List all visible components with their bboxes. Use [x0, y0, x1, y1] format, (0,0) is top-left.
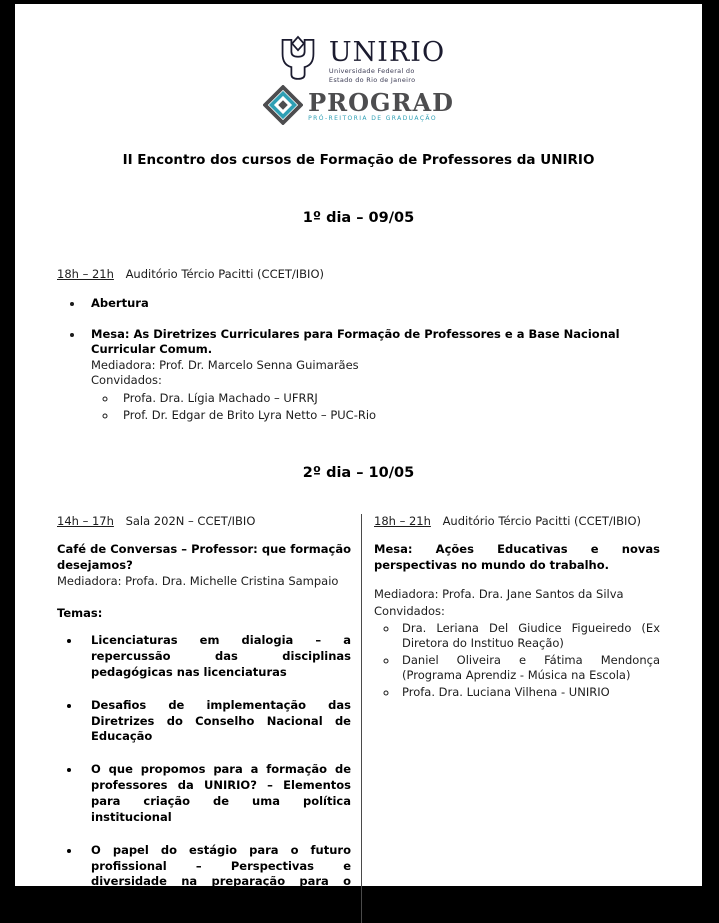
- guest-item: ◦ Profa. Dra. Lígia Machado – UFRRJ: [117, 391, 660, 407]
- agenda-item-mesa: [84, 327, 660, 424]
- guest-item: ◦ Dra. Leriana Del Giudice Figueiredo (Ex Diretora do Instituo Reação): [398, 621, 660, 651]
- page-title: II Encontro dos cursos de Formação de Professores da UNIRIO: [57, 151, 660, 169]
- guest-item: ◦ Daniel Oliveira e Fátima Mendonça (Programa Aprendiz - Música na Escola): [398, 653, 660, 683]
- day2-left-column: [57, 514, 362, 923]
- unirio-subtitle-line1: Universidade Federal do: [329, 67, 445, 75]
- right-mediator-line: Mediadora: Profa. Dra. Jane Santos da Silva: [374, 587, 660, 603]
- day1-agenda-list: [57, 296, 660, 424]
- right-guests-label: Convidados:: [374, 604, 660, 620]
- guests-label: Convidados:: [91, 373, 660, 389]
- day2-heading: 2º dia – 10/05: [57, 464, 660, 484]
- unirio-logo: [272, 34, 445, 89]
- prograd-name: PROGRAD: [308, 91, 454, 115]
- right-guest-list: [374, 621, 660, 700]
- prograd-wordmark: [308, 91, 454, 122]
- unirio-name: UNIRIO: [329, 39, 445, 66]
- left-mediator-line: Mediadora: Profa. Dra. Michelle Cristina Sampaio: [57, 574, 351, 590]
- day1-session-time: 18h – 21h: [57, 267, 114, 281]
- right-session-location: Auditório Tércio Pacitti (CCET/IBIO): [443, 514, 641, 528]
- prograd-diamond-icon: [263, 85, 303, 130]
- prograd-logo: [263, 85, 454, 130]
- unirio-symbol-icon: [272, 34, 324, 89]
- right-session-title: Mesa: Ações Educativas e novas perspectivas no mundo do trabalho.: [374, 542, 660, 573]
- day2-columns: [57, 514, 660, 923]
- themes-list: [57, 633, 351, 906]
- themes-label: Temas:: [57, 606, 351, 622]
- right-session-line: [374, 514, 660, 530]
- day1-session-line: [57, 267, 660, 283]
- guest-item: ◦ Profa. Dra. Luciana Vilhena - UNIRIO: [398, 685, 660, 700]
- theme-item: • Desafios de implementação das Diretrizes do Conselho Nacional de Educação: [81, 698, 351, 746]
- day1-heading: 1º dia – 09/05: [57, 209, 660, 229]
- day1-session-location: Auditório Tércio Pacitti (CCET/IBIO): [126, 267, 324, 281]
- unirio-wordmark: [329, 39, 445, 84]
- day2-right-column: [362, 514, 660, 923]
- theme-item: • O papel do estágio para o futuro profissional – Perspectivas e diversidade na preparação para o campo de trabalho: [81, 843, 351, 906]
- mediator-line: Mediadora: Prof. Dr. Marcelo Senna Guimarães: [91, 358, 660, 374]
- guest-item: ◦ Prof. Dr. Edgar de Brito Lyra Netto – PUC-Rio: [117, 408, 660, 424]
- header-logos: [57, 34, 660, 129]
- unirio-subtitle-line2: Estado do Rio de Janeiro: [329, 76, 445, 84]
- right-session-time: 18h – 21h: [374, 514, 431, 528]
- theme-item: • Licenciaturas em dialogia – a repercussão das disciplinas pedagógicas nas licenciaturas: [81, 633, 351, 681]
- left-session-title: Café de Conversas – Professor: que formação desejamos?: [57, 542, 351, 573]
- document-page: [15, 4, 702, 886]
- agenda-item-title: • Mesa: As Diretrizes Curriculares para Formação de Professores e a Base Nacional Curricular Comum.: [91, 327, 660, 358]
- theme-item: • O que propomos para a formação de professores da UNIRIO? – Elementos para criação de uma política institucional: [81, 762, 351, 825]
- left-session-line: [57, 514, 351, 530]
- left-session-time: 14h – 17h: [57, 514, 114, 528]
- agenda-item-abertura: [84, 296, 660, 312]
- prograd-subtitle: PRÓ-REITORIA DE GRADUAÇÃO: [308, 116, 454, 122]
- agenda-item-title: Abertura: [91, 296, 149, 310]
- guest-list: [91, 391, 660, 424]
- left-session-location: Sala 202N – CCET/IBIO: [126, 514, 256, 528]
